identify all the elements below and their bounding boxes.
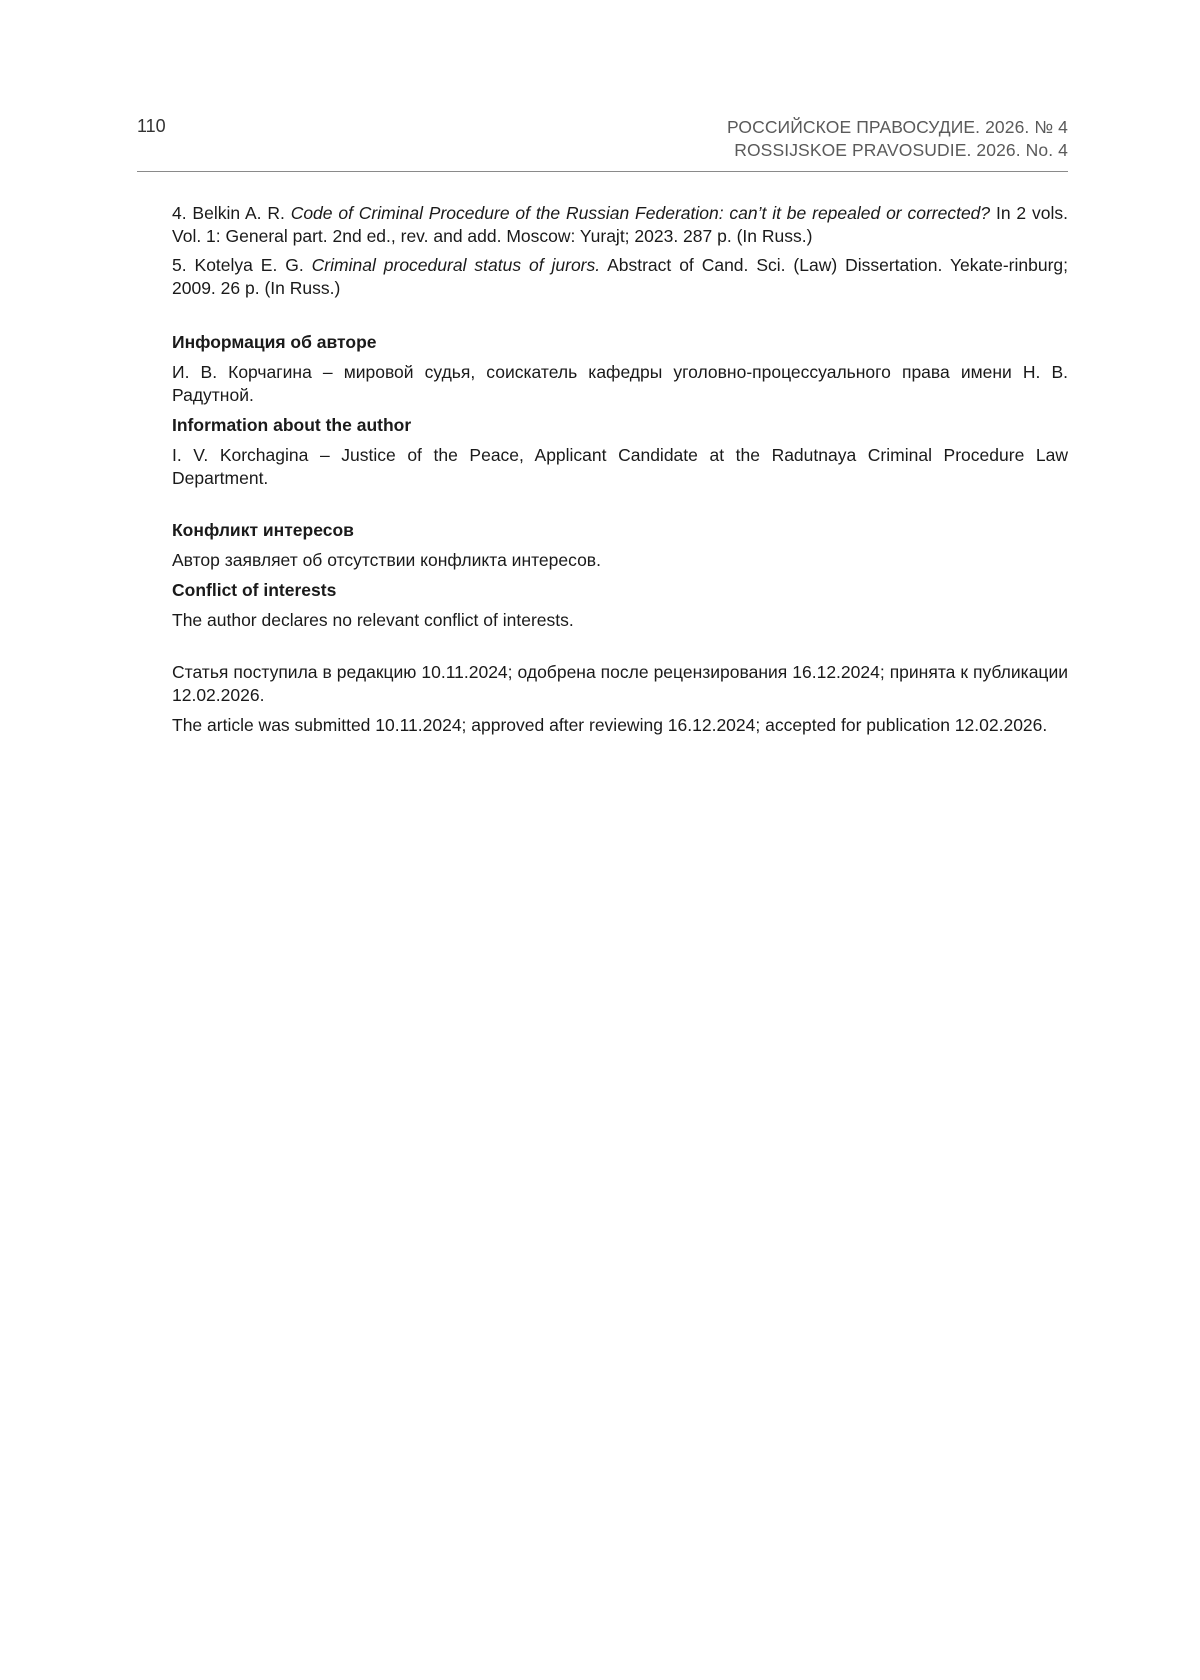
conflict-text-en: The author declares no relevant conflict of interests. — [172, 610, 574, 630]
author-info-heading-en: Information about the author — [172, 415, 412, 435]
article-history-ru: Статья поступила в редакцию 10.11.2024; одобрена после рецензирования 16.12.2024; принята к публикации 12.02.2026. — [172, 662, 1068, 705]
author-info-text-en: I. V. Korchagina – Justice of the Peace, Applicant Candidate at the Radutnaya Criminal Procedure Law Department. — [172, 445, 1068, 488]
reference-item — [172, 202, 1068, 248]
conflict-text-ru: Автор заявляет об отсутствии конфликта интересов. — [172, 550, 601, 570]
reference-title: Code of Criminal Procedure of the Russian Federation: can’t it be repealed or corrected? — [290, 203, 991, 223]
journal-title-en: ROSSIJSKOE PRAVOSUDIE. 2026. No. 4 — [734, 140, 1068, 160]
reference-authors: 5. Kotelya E. G. — [172, 255, 312, 275]
header-divider — [137, 171, 1068, 172]
journal-title-ru: РОССИЙСКОЕ ПРАВОСУДИЕ. 2026. № 4 — [726, 117, 1068, 137]
conflict-heading-en: Conflict of interests — [172, 580, 337, 600]
running-header — [137, 112, 1068, 174]
article-history-section — [172, 661, 1068, 737]
author-info-heading-ru: Информация об авторе — [172, 332, 377, 352]
reference-authors: 4. Belkin A. R. — [172, 203, 291, 223]
reference-details: In 2 vols. Vol. 1: General part. 2nd ed., rev. and add. Moscow: Yurajt; 2023. 287 p. (In Russ.) — [172, 203, 1068, 246]
article-history-en: The article was submitted 10.11.2024; approved after reviewing 16.12.2024; accepted for publication 12.02.2026. — [172, 715, 1048, 735]
main-content — [172, 202, 1068, 744]
reference-details: Abstract of Cand. Sci. (Law) Dissertation. Yekate-rinburg; 2009. 26 p. (In Russ.) — [172, 255, 1069, 298]
reference-title: Criminal procedural status of jurors. — [311, 255, 601, 275]
author-info-text-ru: И. В. Корчагина – мировой судья, соискатель кафедры уголовно-процессуального права имени Н. В. Радутной. — [172, 362, 1068, 405]
page-number: 110 — [137, 116, 166, 136]
author-info-section — [172, 331, 1068, 490]
conflict-heading-ru: Конфликт интересов — [172, 520, 354, 540]
reference-item — [172, 254, 1068, 300]
reference-list — [172, 202, 1068, 300]
journal-title — [727, 116, 1068, 162]
conflict-section — [172, 519, 1068, 632]
